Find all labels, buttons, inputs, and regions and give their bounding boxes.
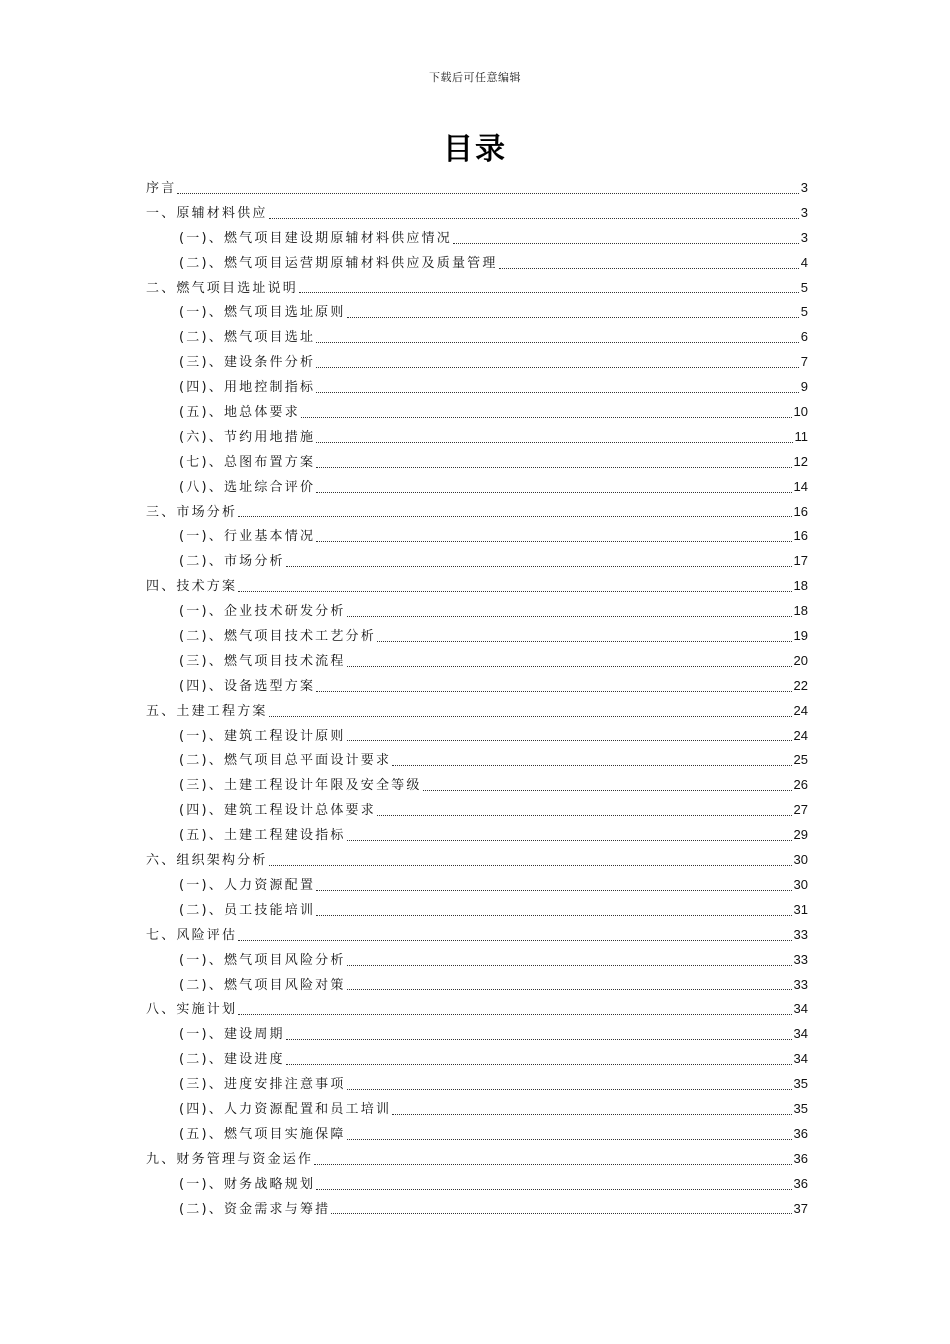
- toc-dot-leader: [347, 739, 792, 741]
- toc-entry-label: (四)、用地控制指标: [179, 380, 316, 396]
- toc-dot-leader: [316, 690, 791, 692]
- toc-section-entry[interactable]: [146, 276, 808, 301]
- toc-entry-label: (一)、企业技术研发分析: [179, 604, 346, 620]
- toc-entry-label: (四)、人力资源配置和员工培训: [179, 1101, 392, 1117]
- toc-entry-page-number: 26: [793, 777, 808, 793]
- toc-dot-leader: [316, 491, 791, 493]
- toc-dot-leader: [316, 1188, 791, 1190]
- toc-entry-label: (五)、地总体要求: [179, 405, 300, 421]
- toc-dot-leader: [286, 1063, 792, 1065]
- toc-subsection-entry[interactable]: [146, 873, 808, 898]
- toc-entry-page-number: 3: [800, 204, 808, 220]
- toc-dot-leader: [316, 889, 791, 891]
- toc-entry-page-number: 12: [793, 453, 808, 469]
- toc-entry-label: (一)、人力资源配置: [179, 877, 316, 893]
- toc-entry-page-number: 31: [793, 901, 808, 917]
- toc-dot-leader: [347, 839, 792, 841]
- toc-entry-label: (三)、燃气项目技术流程: [179, 653, 346, 669]
- toc-dot-leader: [392, 764, 791, 766]
- toc-entry-label: (二)、资金需求与筹措: [179, 1201, 331, 1217]
- toc-entry-label: (四)、建筑工程设计总体要求: [179, 803, 376, 819]
- toc-subsection-entry[interactable]: [146, 724, 808, 749]
- toc-entry-page-number: 33: [793, 951, 808, 967]
- toc-dot-leader: [316, 441, 792, 443]
- toc-dot-leader: [177, 192, 798, 194]
- toc-dot-leader: [347, 988, 792, 990]
- toc-entry-page-number: 35: [793, 1100, 808, 1116]
- toc-entry-page-number: 11: [794, 428, 808, 444]
- toc-subsection-entry[interactable]: [146, 624, 808, 649]
- toc-subsection-entry[interactable]: [146, 1022, 808, 1047]
- toc-subsection-entry[interactable]: [146, 226, 808, 251]
- toc-subsection-entry[interactable]: [146, 948, 808, 973]
- toc-section-entry[interactable]: [146, 997, 808, 1022]
- toc-entry-page-number: 30: [793, 852, 808, 868]
- toc-subsection-entry[interactable]: [146, 1172, 808, 1197]
- toc-dot-leader: [269, 217, 799, 219]
- toc-entry-page-number: 6: [800, 329, 808, 345]
- toc-entry-page-number: 10: [793, 404, 808, 420]
- toc-entry-label: (一)、建筑工程设计原则: [179, 728, 346, 744]
- toc-entry-label: (七)、总图布置方案: [179, 454, 316, 470]
- toc-entry-label: 序言: [146, 181, 177, 196]
- toc-entry-label: (一)、燃气项目选址原则: [179, 305, 346, 321]
- toc-dot-leader: [299, 291, 799, 293]
- toc-subsection-entry[interactable]: [146, 1047, 808, 1072]
- toc-entry-page-number: 36: [793, 1125, 808, 1141]
- toc-entry-page-number: 33: [793, 926, 808, 942]
- toc-subsection-entry[interactable]: [146, 973, 808, 998]
- toc-entry-page-number: 16: [793, 503, 808, 519]
- toc-dot-leader: [316, 914, 791, 916]
- toc-entry-page-number: 29: [793, 827, 808, 843]
- toc-subsection-entry[interactable]: [146, 524, 808, 549]
- toc-dot-leader: [347, 964, 792, 966]
- toc-subsection-entry[interactable]: [146, 450, 808, 475]
- toc-entry-page-number: 4: [800, 254, 808, 270]
- toc-entry-page-number: 35: [793, 1076, 808, 1092]
- toc-entry-page-number: 19: [793, 628, 808, 644]
- toc-section-entry[interactable]: [146, 201, 808, 226]
- toc-dot-leader: [286, 1038, 792, 1040]
- toc-entry-label: (二)、燃气项目运营期原辅材料供应及质量管理: [179, 255, 498, 271]
- toc-entry-label: 五、土建工程方案: [146, 703, 268, 719]
- toc-entry-page-number: 33: [793, 976, 808, 992]
- toc-entry-page-number: 37: [793, 1200, 808, 1216]
- toc-dot-leader: [314, 1163, 791, 1165]
- toc-entry-page-number: 30: [793, 876, 808, 892]
- toc-entry-label: 二、燃气项目选址说明: [146, 280, 299, 296]
- toc-dot-leader: [347, 1088, 792, 1090]
- toc-entry-label: (三)、建设条件分析: [179, 355, 316, 371]
- page-title: 目录: [443, 132, 507, 167]
- toc-dot-leader: [423, 789, 792, 791]
- toc-entry-label: (二)、燃气项目总平面设计要求: [179, 753, 392, 769]
- toc-section-entry[interactable]: [146, 574, 808, 599]
- toc-entry-label: (一)、行业基本情况: [179, 529, 316, 545]
- toc-dot-leader: [316, 341, 799, 343]
- toc-entry-page-number: 14: [793, 478, 808, 494]
- toc-dot-leader: [392, 1113, 791, 1115]
- toc-entry-label: (二)、燃气项目技术工艺分析: [179, 629, 376, 645]
- toc-subsection-entry[interactable]: [146, 898, 808, 923]
- toc-dot-leader: [347, 665, 792, 667]
- toc-subsection-entry[interactable]: [146, 748, 808, 773]
- toc-dot-leader: [347, 316, 799, 318]
- toc-subsection-entry[interactable]: [146, 1197, 808, 1222]
- toc-section-entry[interactable]: [146, 176, 808, 201]
- toc-entry-label: (一)、财务战略规划: [179, 1176, 316, 1192]
- toc-entry-label: (二)、燃气项目选址: [179, 330, 316, 346]
- toc-entry-page-number: 18: [793, 578, 808, 594]
- toc-subsection-entry[interactable]: [146, 375, 808, 400]
- toc-entry-label: 三、市场分析: [146, 504, 238, 520]
- toc-subsection-entry[interactable]: [146, 425, 808, 450]
- toc-entry-label: (三)、土建工程设计年限及安全等级: [179, 778, 422, 794]
- toc-entry-page-number: 5: [800, 279, 808, 295]
- toc-dot-leader: [286, 565, 792, 567]
- toc-subsection-entry[interactable]: [146, 773, 808, 798]
- toc-subsection-entry[interactable]: [146, 300, 808, 325]
- toc-dot-leader: [238, 590, 791, 592]
- toc-section-entry[interactable]: [146, 1147, 808, 1172]
- toc-subsection-entry[interactable]: [146, 1097, 808, 1122]
- toc-entry-page-number: 9: [800, 379, 808, 395]
- toc-entry-page-number: 36: [793, 1150, 808, 1166]
- toc-entry-page-number: 7: [800, 354, 808, 370]
- toc-entry-label: (五)、燃气项目实施保障: [179, 1126, 346, 1142]
- toc-dot-leader: [347, 615, 792, 617]
- table-of-contents: [146, 176, 808, 1221]
- toc-entry-label: 一、原辅材料供应: [146, 205, 268, 221]
- toc-subsection-entry[interactable]: [146, 350, 808, 375]
- toc-subsection-entry[interactable]: [146, 400, 808, 425]
- toc-subsection-entry[interactable]: [146, 549, 808, 574]
- toc-entry-label: (三)、进度安排注意事项: [179, 1077, 346, 1093]
- toc-entry-label: 九、财务管理与资金运作: [146, 1151, 314, 1167]
- toc-entry-label: (五)、土建工程建设指标: [179, 828, 346, 844]
- toc-entry-label: (一)、建设周期: [179, 1027, 285, 1043]
- toc-entry-page-number: 24: [793, 727, 808, 743]
- toc-section-entry[interactable]: [146, 923, 808, 948]
- toc-entry-label: 七、风险评估: [146, 927, 238, 943]
- toc-entry-page-number: 3: [800, 229, 808, 245]
- toc-entry-page-number: 34: [793, 1051, 808, 1067]
- toc-entry-page-number: 16: [793, 528, 808, 544]
- toc-entry-label: (一)、燃气项目建设期原辅材料供应情况: [179, 230, 452, 246]
- toc-entry-page-number: 34: [793, 1026, 808, 1042]
- toc-entry-page-number: 22: [793, 677, 808, 693]
- toc-entry-label: 六、组织架构分析: [146, 853, 268, 869]
- toc-dot-leader: [453, 242, 799, 244]
- header-note: 下载后可任意编辑: [429, 71, 521, 84]
- toc-dot-leader: [238, 1013, 791, 1015]
- toc-subsection-entry[interactable]: [146, 325, 808, 350]
- toc-subsection-entry[interactable]: [146, 1122, 808, 1147]
- toc-subsection-entry[interactable]: [146, 649, 808, 674]
- toc-entry-label: 八、实施计划: [146, 1002, 238, 1018]
- toc-entry-page-number: 34: [793, 1001, 808, 1017]
- toc-dot-leader: [238, 939, 791, 941]
- toc-entry-page-number: 25: [793, 752, 808, 768]
- toc-entry-label: (六)、节约用地措施: [179, 429, 316, 445]
- toc-dot-leader: [269, 864, 792, 866]
- toc-entry-page-number: 3: [800, 180, 808, 195]
- toc-entry-label: (二)、建设进度: [179, 1052, 285, 1068]
- toc-entry-label: 四、技术方案: [146, 579, 238, 595]
- toc-subsection-entry[interactable]: [146, 823, 808, 848]
- toc-entry-label: (一)、燃气项目风险分析: [179, 952, 346, 968]
- toc-entry-page-number: 18: [793, 603, 808, 619]
- toc-dot-leader: [301, 416, 792, 418]
- toc-subsection-entry[interactable]: [146, 1072, 808, 1097]
- toc-dot-leader: [377, 814, 792, 816]
- toc-dot-leader: [316, 540, 791, 542]
- toc-dot-leader: [377, 640, 792, 642]
- toc-section-entry[interactable]: [146, 699, 808, 724]
- toc-subsection-entry[interactable]: [146, 798, 808, 823]
- toc-entry-page-number: 36: [793, 1175, 808, 1191]
- toc-dot-leader: [316, 391, 799, 393]
- toc-subsection-entry[interactable]: [146, 251, 808, 276]
- toc-entry-label: (四)、设备选型方案: [179, 678, 316, 694]
- toc-subsection-entry[interactable]: [146, 599, 808, 624]
- toc-entry-page-number: 24: [793, 702, 808, 718]
- toc-entry-label: (八)、选址综合评价: [179, 479, 316, 495]
- toc-dot-leader: [499, 267, 799, 269]
- toc-entry-page-number: 20: [793, 652, 808, 668]
- toc-dot-leader: [347, 1138, 792, 1140]
- toc-dot-leader: [238, 515, 791, 517]
- toc-dot-leader: [316, 466, 791, 468]
- toc-subsection-entry[interactable]: [146, 674, 808, 699]
- toc-entry-page-number: 5: [800, 304, 808, 320]
- toc-entry-label: (二)、市场分析: [179, 554, 285, 570]
- toc-dot-leader: [269, 715, 792, 717]
- toc-dot-leader: [331, 1212, 791, 1214]
- toc-section-entry[interactable]: [146, 848, 808, 873]
- toc-subsection-entry[interactable]: [146, 475, 808, 500]
- toc-entry-label: (二)、员工技能培训: [179, 902, 316, 918]
- toc-entry-page-number: 17: [793, 553, 808, 569]
- toc-dot-leader: [316, 366, 799, 368]
- toc-section-entry[interactable]: [146, 500, 808, 525]
- toc-entry-label: (二)、燃气项目风险对策: [179, 977, 346, 993]
- toc-entry-page-number: 27: [793, 802, 808, 818]
